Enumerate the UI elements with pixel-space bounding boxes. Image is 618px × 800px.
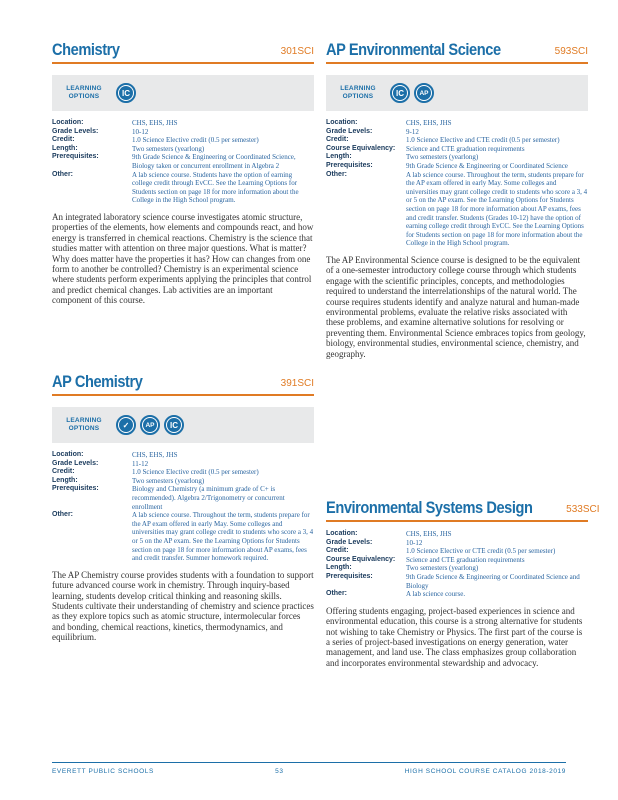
info-row (52, 136, 314, 145)
learning-options-text: OPTIONS (68, 425, 100, 432)
info-label: Grade Levels: (326, 538, 373, 546)
title-divider (326, 520, 588, 522)
info-value: 11-12 (132, 459, 149, 468)
info-label: Other: (326, 590, 347, 598)
course-code: 301SCI (280, 46, 314, 57)
info-value: Two semesters (yearlong) (406, 564, 479, 573)
info-row (52, 511, 314, 563)
info-label: Prerequisites: (52, 153, 99, 161)
info-label: Length: (326, 564, 352, 572)
course-code: 533SCI (566, 504, 600, 515)
info-row (52, 171, 314, 205)
learning-options-box (52, 407, 314, 443)
info-value: 9th Grade Science & Engineering or Coordinated Science (406, 161, 568, 170)
info-value: Two semesters (yearlong) (406, 153, 479, 162)
badge-glyph: ✓ (119, 418, 133, 432)
badge-glyph: IC (119, 86, 133, 100)
check-honors-icon (116, 415, 136, 435)
title-divider (52, 394, 314, 396)
footer-catalog: HIGH SCHOOL COURSE CATALOG 2018-2019 (404, 768, 566, 775)
right-column (326, 36, 600, 668)
title-divider (52, 62, 314, 64)
info-value: 9th Grade Science & Engineering or Coordinated Science and Biology (406, 572, 580, 590)
footer-divider (52, 762, 566, 763)
info-value: Science and CTE graduation requirements (406, 555, 525, 564)
learning-options-box (326, 75, 588, 111)
info-value: A lab science course. (406, 590, 466, 599)
course-info (326, 530, 588, 599)
info-value: 9th Grade Science & Engineering or Coordinated Science, Biology taken or concurrent enrollment in Algebra 2 (132, 153, 296, 170)
info-row (52, 485, 314, 511)
badge-glyph: AP (417, 86, 431, 100)
learning-options-text: LEARNING (340, 85, 376, 92)
course-info (52, 119, 314, 205)
info-row (326, 547, 588, 556)
info-row (326, 162, 588, 171)
info-value: 9-12 (406, 127, 419, 136)
info-row (326, 136, 588, 145)
learning-options-label (52, 417, 116, 433)
info-row (52, 451, 314, 460)
learning-options-label (326, 85, 390, 101)
info-label: Credit: (326, 136, 349, 144)
info-label: Location: (52, 451, 84, 458)
college-in-high-school-icon (116, 83, 136, 103)
info-value: A lab science course. Throughout the term, students prepare for the AP exam offered in early May. Some colleges and universities may grant college credit to students who score a 3, 4 or 5 on the AP exam. See the Learning Options for Students section on page 18 for more information about AP exams, fees and credit transfer. Students (Grades 10-12) have the option of earning college credit through EvCC. See the Learning Options for Students section on page 18 for more information about the College in the High School program. (406, 170, 588, 248)
page-number: 53 (275, 768, 284, 775)
course-description: The AP Chemistry course provides students with a foundation to support future advanced course work in chemistry. Through inquiry-based learning, students develop critical thinking and reasoning skills. Students cultivate their understanding of chemistry and science practices as they explore topics such as atomic structure, intermolecular forces and bonding, chemical reactions, kinetics, thermodynamics, and equilibrium. (52, 569, 314, 643)
info-label: Other: (326, 170, 347, 178)
info-value: CHS, EHS, JHS (406, 119, 452, 127)
info-label: Course Equivalency: (326, 555, 396, 563)
college-in-high-school-icon (164, 415, 184, 435)
info-row (52, 460, 314, 469)
info-value: Two semesters (yearlong) (132, 476, 205, 485)
info-row (326, 539, 588, 548)
course-code: 593SCI (554, 46, 588, 57)
info-label: Length: (326, 153, 352, 161)
course-title: AP Environmental Science (326, 40, 501, 59)
info-label: Length: (52, 476, 78, 484)
course-code: 391SCI (280, 378, 314, 389)
learning-options-text: LEARNING (66, 85, 102, 92)
course-title: Chemistry (52, 40, 120, 59)
college-in-high-school-icon (390, 83, 410, 103)
footer-district: EVERETT PUBLIC SCHOOLS (52, 768, 154, 775)
info-label: Credit: (52, 468, 75, 476)
info-row (52, 145, 314, 154)
info-label: Location: (52, 119, 84, 126)
info-label: Credit: (52, 136, 75, 144)
info-label: Credit: (326, 547, 349, 555)
info-value: 10-12 (132, 127, 149, 136)
info-value: 1.0 Science Elective credit (0.5 per semester) (132, 468, 259, 477)
learning-options-text: OPTIONS (68, 93, 100, 100)
course-chemistry (52, 36, 314, 368)
course-info (52, 451, 314, 563)
course-ap-chemistry (52, 368, 314, 643)
ap-icon (414, 83, 434, 103)
page-footer (52, 768, 566, 775)
info-value: 1.0 Science Elective credit (0.5 per semester) (132, 136, 259, 145)
info-label: Grade Levels: (326, 127, 373, 135)
info-row (326, 153, 588, 162)
info-row (52, 468, 314, 477)
course-description: Offering students engaging, project-based experiences in science and environmental education, this course is a strong alternative for students not wishing to take Chemistry or Physics. The first part of the course is a series of project-based investigations on energy generation, water management, and land use. The class emphasizes group collaboration and incorporates environmental stewardship and advocacy. (326, 605, 583, 668)
course-info (326, 119, 588, 248)
info-value: 1.0 Science Elective or CTE credit (0.5 per semester) (406, 547, 556, 556)
info-value: A lab science course. Students have the option of earning college credit through EvCC. See the Learning Options for Students section on page 18 for more information about the College in the High School program. (132, 170, 299, 205)
title-divider (326, 62, 588, 64)
info-value: 10-12 (406, 538, 423, 547)
info-value: CHS, EHS, JHS (406, 530, 452, 538)
info-value: Science and CTE graduation requirements (406, 144, 525, 153)
course-title: AP Chemistry (52, 372, 143, 391)
info-row (326, 590, 588, 599)
left-column (52, 36, 314, 643)
info-row (326, 171, 588, 248)
info-value: CHS, EHS, JHS (132, 119, 178, 127)
info-label: Other: (52, 170, 73, 178)
info-row (52, 119, 314, 128)
course-description: An integrated laboratory science course investigates atomic structure, properties of the elements, how elements and compounds react, and how energy is transferred in chemical reactions. Chemistry is the science that studies matter with attention on three major questions. What is matter? Why does matter have the properties it has? How can changes from one form to another be controlled? Chemistry is an experimental science where students perform experiments applying the principles that control and predict chemical changes. Lab activities are an important component of this course. (52, 211, 314, 306)
course-ap-environmental-science (326, 36, 588, 494)
info-row (326, 573, 588, 590)
info-row (326, 128, 588, 137)
info-row (52, 128, 314, 137)
info-value: Biology and Chemistry (a minimum grade of C+ is recommended). Algebra 2/Trigonometry or concurrent enrollment (132, 485, 285, 511)
info-row (326, 564, 588, 573)
info-label: Prerequisites: (326, 161, 373, 169)
learning-options-text: LEARNING (66, 417, 102, 424)
info-value: 1.0 Science Elective and CTE credit (0.5 per semester) (406, 136, 560, 145)
info-label: Length: (52, 144, 78, 152)
info-value: Two semesters (yearlong) (132, 144, 205, 153)
info-value: CHS, EHS, JHS (132, 451, 178, 459)
info-label: Location: (326, 119, 358, 126)
info-row (326, 530, 588, 539)
info-row (52, 477, 314, 486)
info-label: Grade Levels: (52, 127, 99, 135)
info-label: Grade Levels: (52, 459, 99, 467)
info-row (326, 145, 588, 154)
info-row (326, 556, 588, 565)
info-label: Other: (52, 511, 73, 519)
course-description: The AP Environmental Science course is designed to be the equivalent of a one-semester introductory college course through which students engage with the scientific principles, concepts, and methodologies required to understand the interrelationships of the natural world. The course requires students identify and analyze natural and human-made environmental problems, evaluate the relative risks associated with these problems, and examine alternative solutions for resolving or preventing them. Environmental Science embraces topics from geology, biology, environmental studies, environmental science, chemistry, and geography. (326, 254, 586, 359)
info-label: Prerequisites: (326, 572, 373, 580)
info-row (52, 153, 314, 170)
learning-options-box (52, 75, 314, 111)
learning-options-text: OPTIONS (342, 93, 374, 100)
learning-options-label (52, 85, 116, 101)
info-label: Location: (326, 530, 358, 537)
badge-glyph: IC (167, 418, 181, 432)
info-label: Course Equivalency: (326, 144, 396, 152)
badge-glyph: IC (393, 86, 407, 100)
info-label: Prerequisites: (52, 485, 99, 493)
info-row (326, 119, 588, 128)
course-environmental-systems-design (326, 494, 600, 668)
course-title: Environmental Systems Design (326, 498, 533, 517)
badge-glyph: AP (143, 418, 157, 432)
ap-icon (140, 415, 160, 435)
info-value: A lab science course. Throughout the term, students prepare for the AP exam offered in early May. Some colleges and universities may grant college credit to students who score a 3, 4 or 5 on the AP exam. See the Learning Options for Students section on page 18 for more information about AP exams, fees and credit transfer. Summer homework required. (132, 511, 314, 563)
